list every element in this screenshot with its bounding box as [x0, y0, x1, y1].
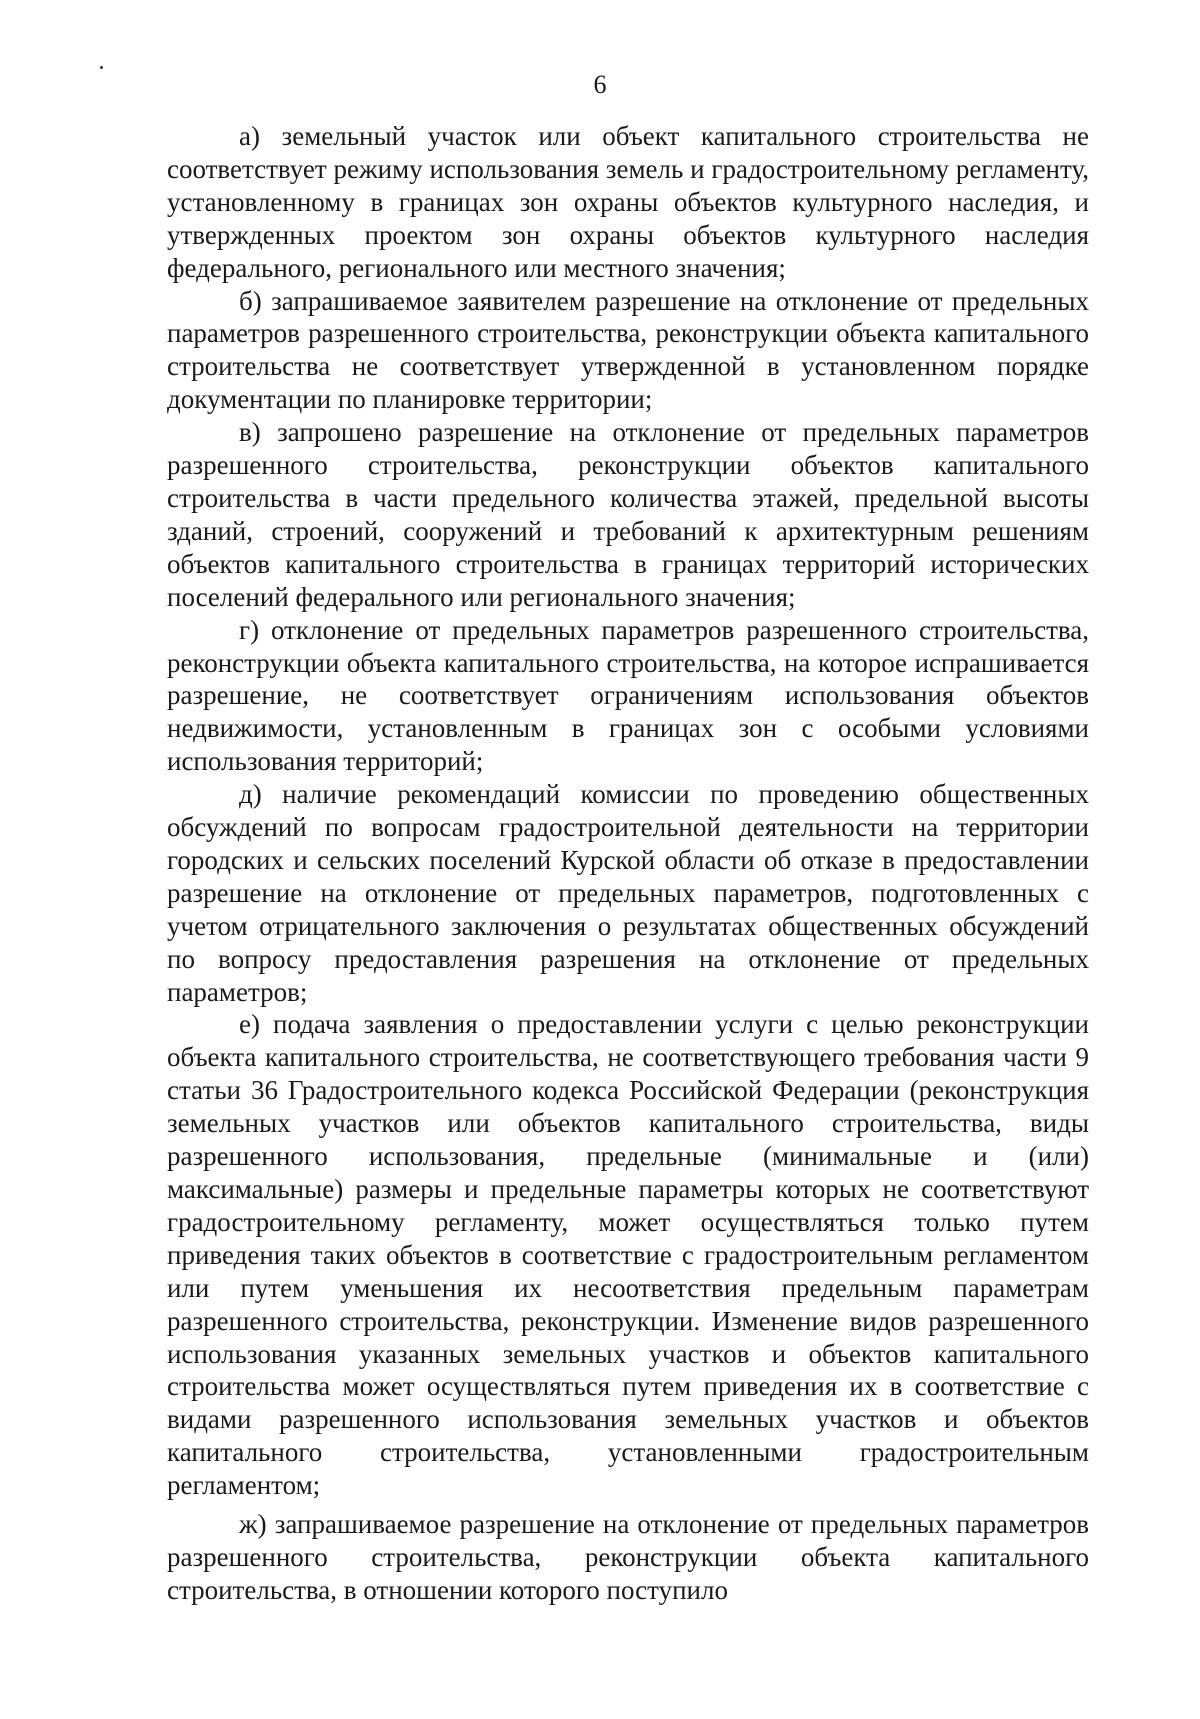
document-body: [167, 120, 1089, 1607]
paragraph-a: а) земельный участок или объект капитального строительства не соответствует режиму использования земель и градостроительному регламенту, установленному в границах зон охраны объектов культурного наследия, и утвержденных проектом зон охраны объектов культурного наследия федерального, регионального или местного значения;: [167, 121, 1089, 283]
paragraph-b: б) запрашиваемое заявителем разрешение на отклонение от предельных параметров разрешенного строительства, реконструкции объекта капитального строительства не соответствует утвержденной в установленном порядке документации по планировке территории;: [167, 285, 1089, 415]
scan-artifact-dot: [100, 66, 103, 69]
paragraph-zh: ж) запрашиваемое разрешение на отклонение от предельных параметров разрешенного строительства, реконструкции объекта капитального строительства, в отношении которого поступило: [167, 1509, 1089, 1605]
page-number: 6: [593, 70, 607, 99]
paragraph-e: е) подача заявления о предоставлении услуги с целью реконструкции объекта капитального строительства, не соответствующего требования части 9 статьи 36 Градостроительного кодекса Российской Федерации (реконструкция земельных участков или объектов капитального строительства, виды разрешенного использования, предельные (минимальные и (или) максимальные) размеры и предельные параметры которых не соответствуют градостроительному регламенту, может осуществляться только путем приведения таких объектов в соответствие с градостроительным регламентом или путем уменьшения их несоответствия предельным параметрам разрешенного строительства, реконструкции. Изменение видов разрешенного использования указанных земельных участков и объектов капитального строительства может осуществляться путем приведения их в соответствие с видами разрешенного использования земельных участков и объектов капитального строительства, установленными градостроительным регламентом;: [167, 1009, 1089, 1501]
paragraph-g: г) отклонение от предельных параметров разрешенного строительства, реконструкции объекта капитального строительства, на которое испрашивается разрешение, не соответствует ограничениям использования объектов недвижимости, установленным в границах зон с особыми условиями использования территорий;: [167, 614, 1089, 777]
paragraph-v: в) запрошено разрешение на отклонение от предельных параметров разрешенного строительства, реконструкции объектов капитального строительства в части предельного количества этажей, предельной высоты зданий, строений, сооружений и требований к архитектурным решениям объектов капитального строительства в границах территорий исторических поселений федерального или регионального значения;: [167, 417, 1089, 612]
paragraph-d: д) наличие рекомендаций комиссии по проведению общественных обсуждений по вопросам градостроительной деятельности на территории городских и сельских поселений Курской области об отказе в предоставлении разрешение на отклонение от предельных параметров, подготовленных с учетом отрицательного заключения о результатах общественных обсуждений по вопросу предоставления разрешения на отклонение от предельных параметров;: [167, 779, 1089, 1007]
